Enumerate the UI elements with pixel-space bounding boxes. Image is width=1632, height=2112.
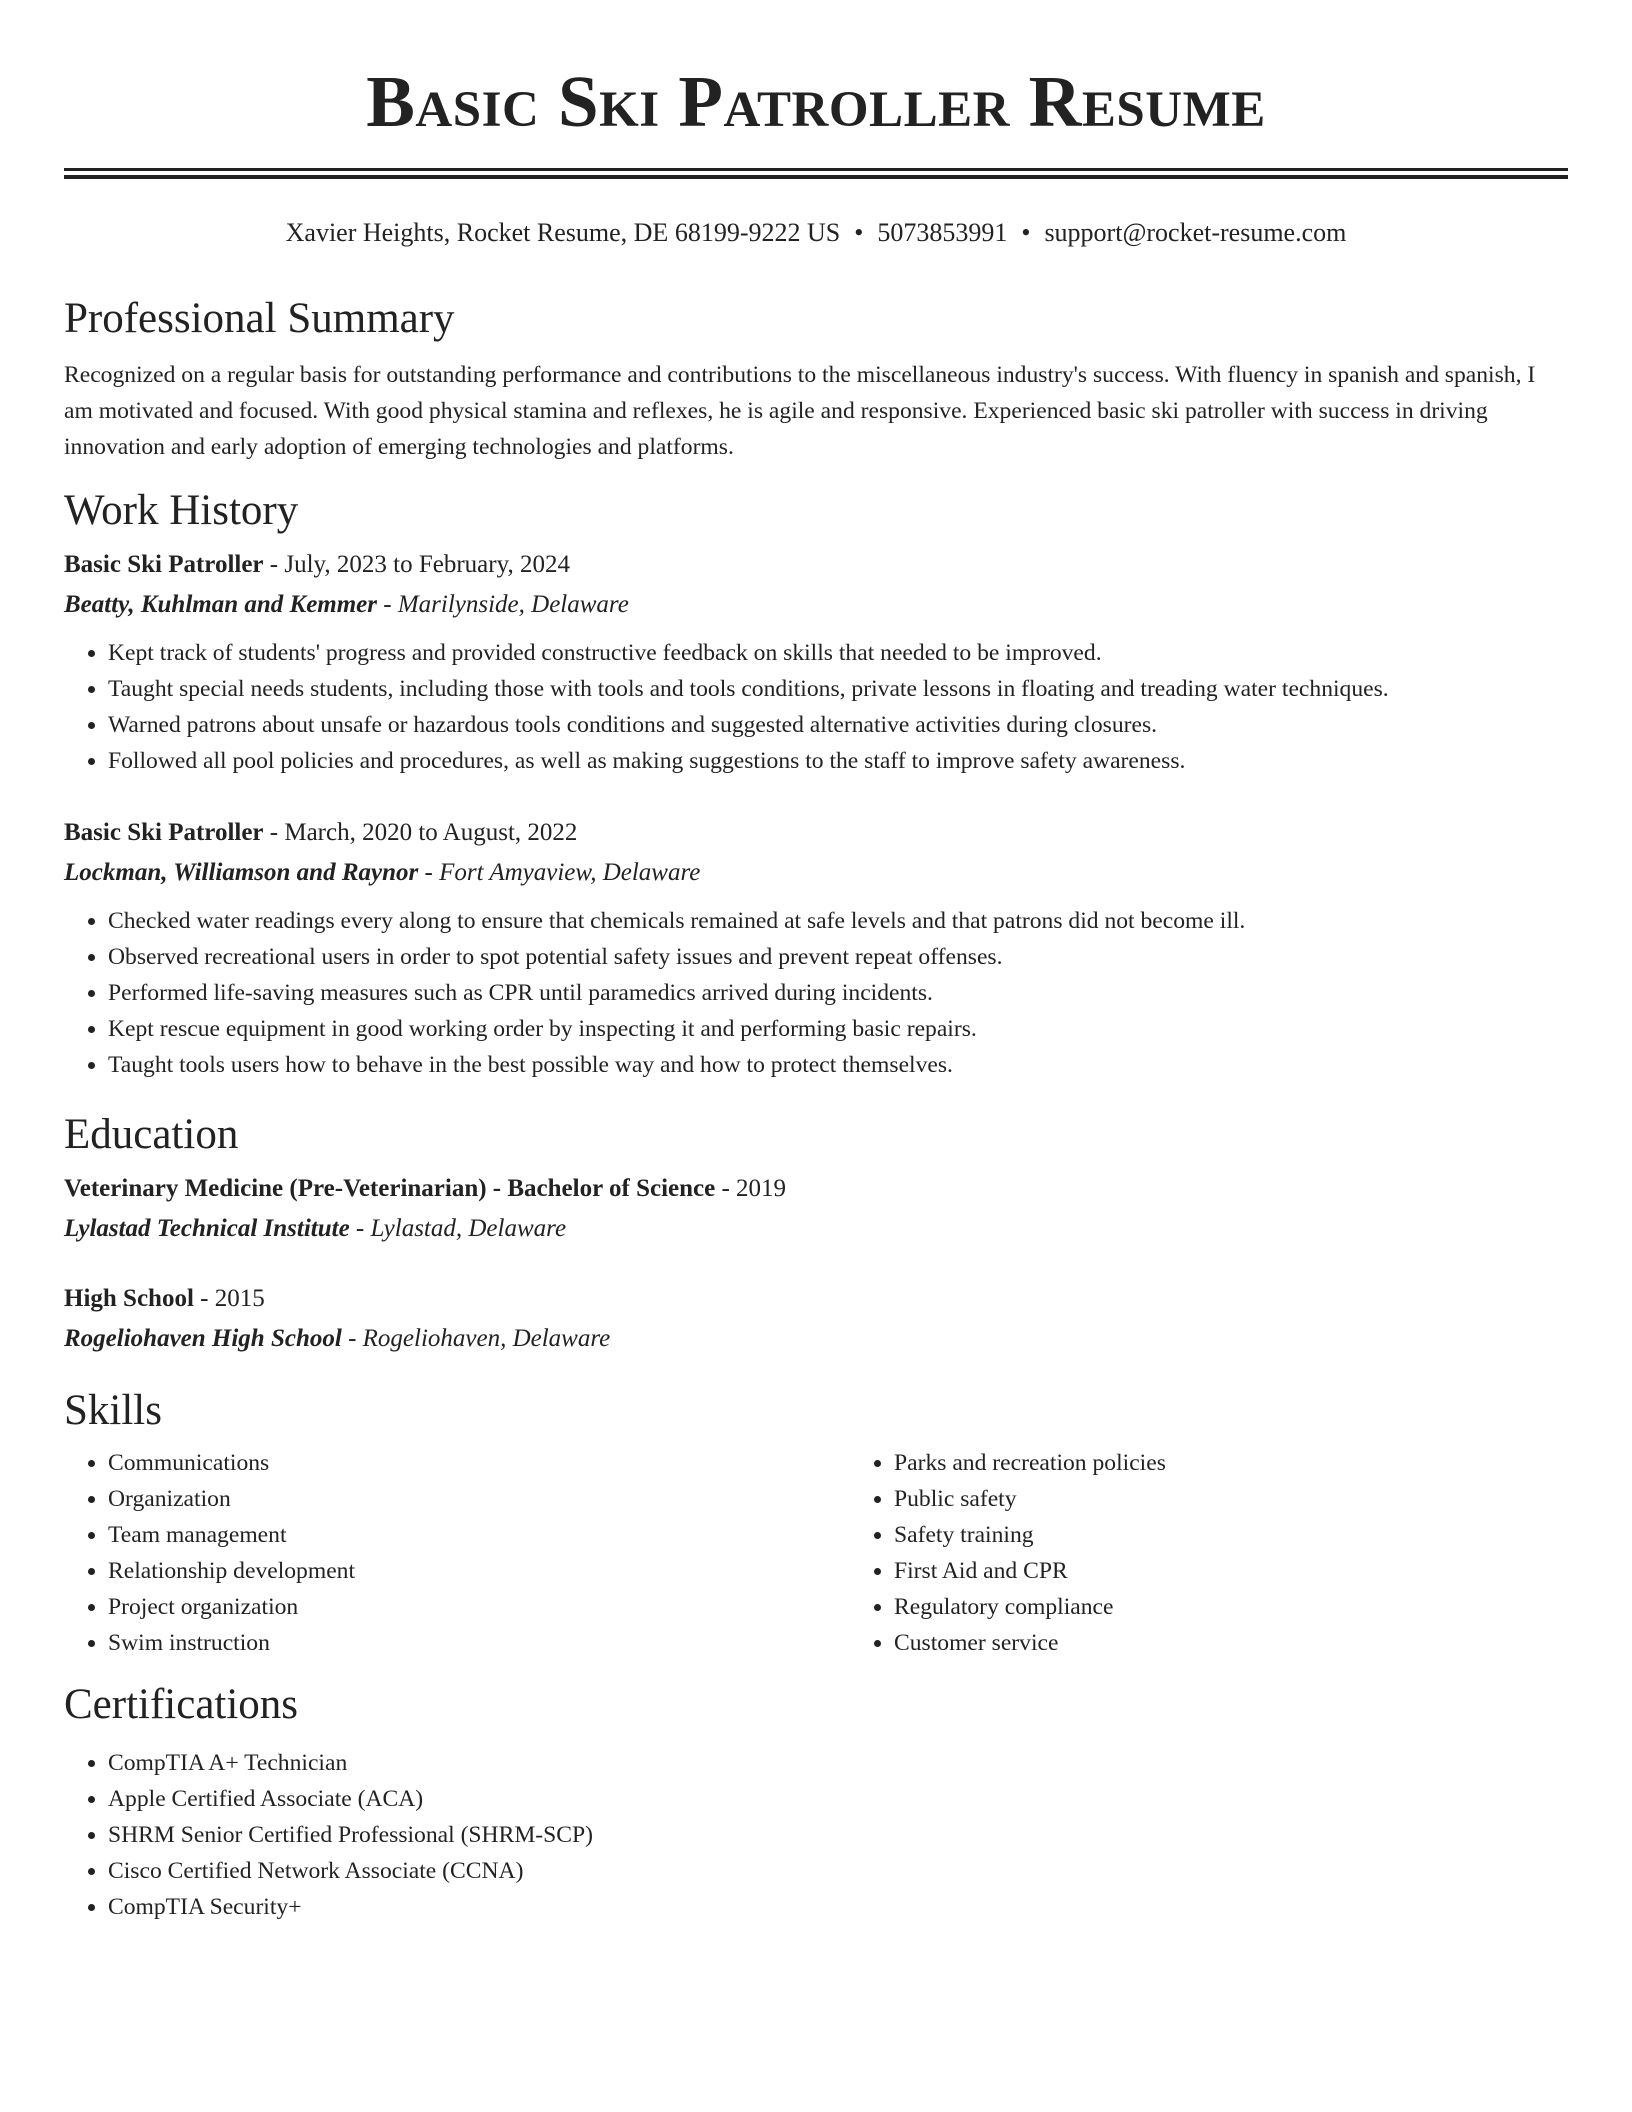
certifications-list (64, 1745, 1568, 1925)
education-degree: Veterinary Medicine (Pre-Veterinarian) - Bachelor of Science (64, 1175, 716, 1202)
education-header (64, 1169, 1568, 1209)
education-institution (64, 1209, 1568, 1249)
job-entry (64, 545, 1568, 779)
contact-separator: • (854, 218, 864, 247)
certification-item: • CompTIA A+ Technician (108, 1745, 1568, 1781)
education-location: - Lylastad, Delaware (349, 1215, 567, 1242)
education-entry (64, 1169, 1568, 1249)
certification-item: • CompTIA Security+ (108, 1889, 1568, 1925)
job-duty: • Kept track of students' progress and provided constructive feedback on skills that needed to be improved. (108, 635, 1568, 671)
education-heading: Education (64, 1111, 239, 1158)
work-history-heading: Work History (64, 487, 299, 534)
contact-phone: 5073853991 (877, 218, 1008, 247)
skills-list-right (850, 1445, 1632, 1661)
certification-item: • SHRM Senior Certified Professional (SHRM-SCP) (108, 1817, 1568, 1853)
skill-item: • Project organization (108, 1589, 850, 1625)
job-duty: • Taught special needs students, including those with tools and tools conditions, private lessons in floating and treading water techniques. (108, 671, 1568, 707)
skill-item: • Relationship development (108, 1553, 850, 1589)
job-duty: • Followed all pool policies and procedures, as well as making suggestions to the staff to improve safety awareness. (108, 743, 1568, 779)
certification-item: • Apple Certified Associate (ACA) (108, 1781, 1568, 1817)
job-duty: • Checked water readings every along to ensure that chemicals remained at safe levels and that patrons did not become ill. (108, 903, 1568, 939)
skill-item: • Public safety (894, 1481, 1632, 1517)
skills-heading: Skills (64, 1387, 162, 1434)
job-duty: • Kept rescue equipment in good working order by inspecting it and performing basic repairs. (108, 1011, 1568, 1047)
contact-separator: • (1021, 218, 1031, 247)
job-company: Beatty, Kuhlman and Kemmer (64, 591, 378, 618)
skills-columns (64, 1445, 1568, 1661)
skill-item: • Parks and recreation policies (894, 1445, 1632, 1481)
skill-item: • Swim instruction (108, 1625, 850, 1661)
education-entry (64, 1279, 1568, 1359)
job-header (64, 813, 1568, 853)
education-year: - 2015 (193, 1285, 265, 1312)
skill-item: • Safety training (894, 1517, 1632, 1553)
job-entry (64, 813, 1568, 1083)
title-divider (64, 168, 1568, 179)
job-duties (64, 903, 1568, 1083)
skill-item: • Organization (108, 1481, 850, 1517)
job-location: - Fort Amyaview, Delaware (418, 859, 701, 886)
education-school: Lylastad Technical Institute (64, 1215, 350, 1242)
job-role: Basic Ski Patroller (64, 551, 264, 578)
skill-item: • Regulatory compliance (894, 1589, 1632, 1625)
job-header (64, 545, 1568, 585)
contact-email: support@rocket-resume.com (1044, 218, 1347, 247)
job-duty: • Taught tools users how to behave in the best possible way and how to protect themselves. (108, 1047, 1568, 1083)
certification-item: • Cisco Certified Network Associate (CCNA) (108, 1853, 1568, 1889)
skill-item: • Customer service (894, 1625, 1632, 1661)
job-duties (64, 635, 1568, 779)
job-dates: - March, 2020 to August, 2022 (263, 819, 578, 846)
education-header (64, 1279, 1568, 1319)
job-role: Basic Ski Patroller (64, 819, 264, 846)
education-year: - 2019 (715, 1175, 787, 1202)
education-institution (64, 1319, 1568, 1359)
skill-item: • First Aid and CPR (894, 1553, 1632, 1589)
job-duty: • Warned patrons about unsafe or hazardous tools conditions and suggested alternative activities during closures. (108, 707, 1568, 743)
job-employer (64, 853, 1568, 893)
job-location: - Marilynside, Delaware (377, 591, 629, 618)
skill-item: • Team management (108, 1517, 850, 1553)
skills-list-left (64, 1445, 850, 1661)
certifications-heading: Certifications (64, 1681, 299, 1728)
job-duty: • Observed recreational users in order to spot potential safety issues and prevent repeat offenses. (108, 939, 1568, 975)
summary-heading: Professional Summary (64, 295, 455, 342)
contact-address: Xavier Heights, Rocket Resume, DE 68199-9222 US (285, 218, 841, 247)
contact-line (64, 217, 1568, 249)
summary-text: Recognized on a regular basis for outstanding performance and contributions to the miscellaneous industry's success. With fluency in spanish and spanish, I am motivated and focused. With good physical stamina and reflexes, he is agile and responsive. Experienced basic ski patroller with success in driving innovation and early adoption of emerging technologies and platforms. (64, 362, 1536, 460)
job-company: Lockman, Williamson and Raynor (64, 859, 419, 886)
education-degree: High School (64, 1285, 194, 1312)
job-dates: - July, 2023 to February, 2024 (263, 551, 570, 578)
job-employer (64, 585, 1568, 625)
education-location: - Rogeliohaven, Delaware (341, 1325, 611, 1352)
resume-title: Basic Ski Patroller Resume (366, 61, 1266, 142)
education-school: Rogeliohaven High School (64, 1325, 342, 1352)
job-duty: • Performed life-saving measures such as CPR until paramedics arrived during incidents. (108, 975, 1568, 1011)
skill-item: • Communications (108, 1445, 850, 1481)
